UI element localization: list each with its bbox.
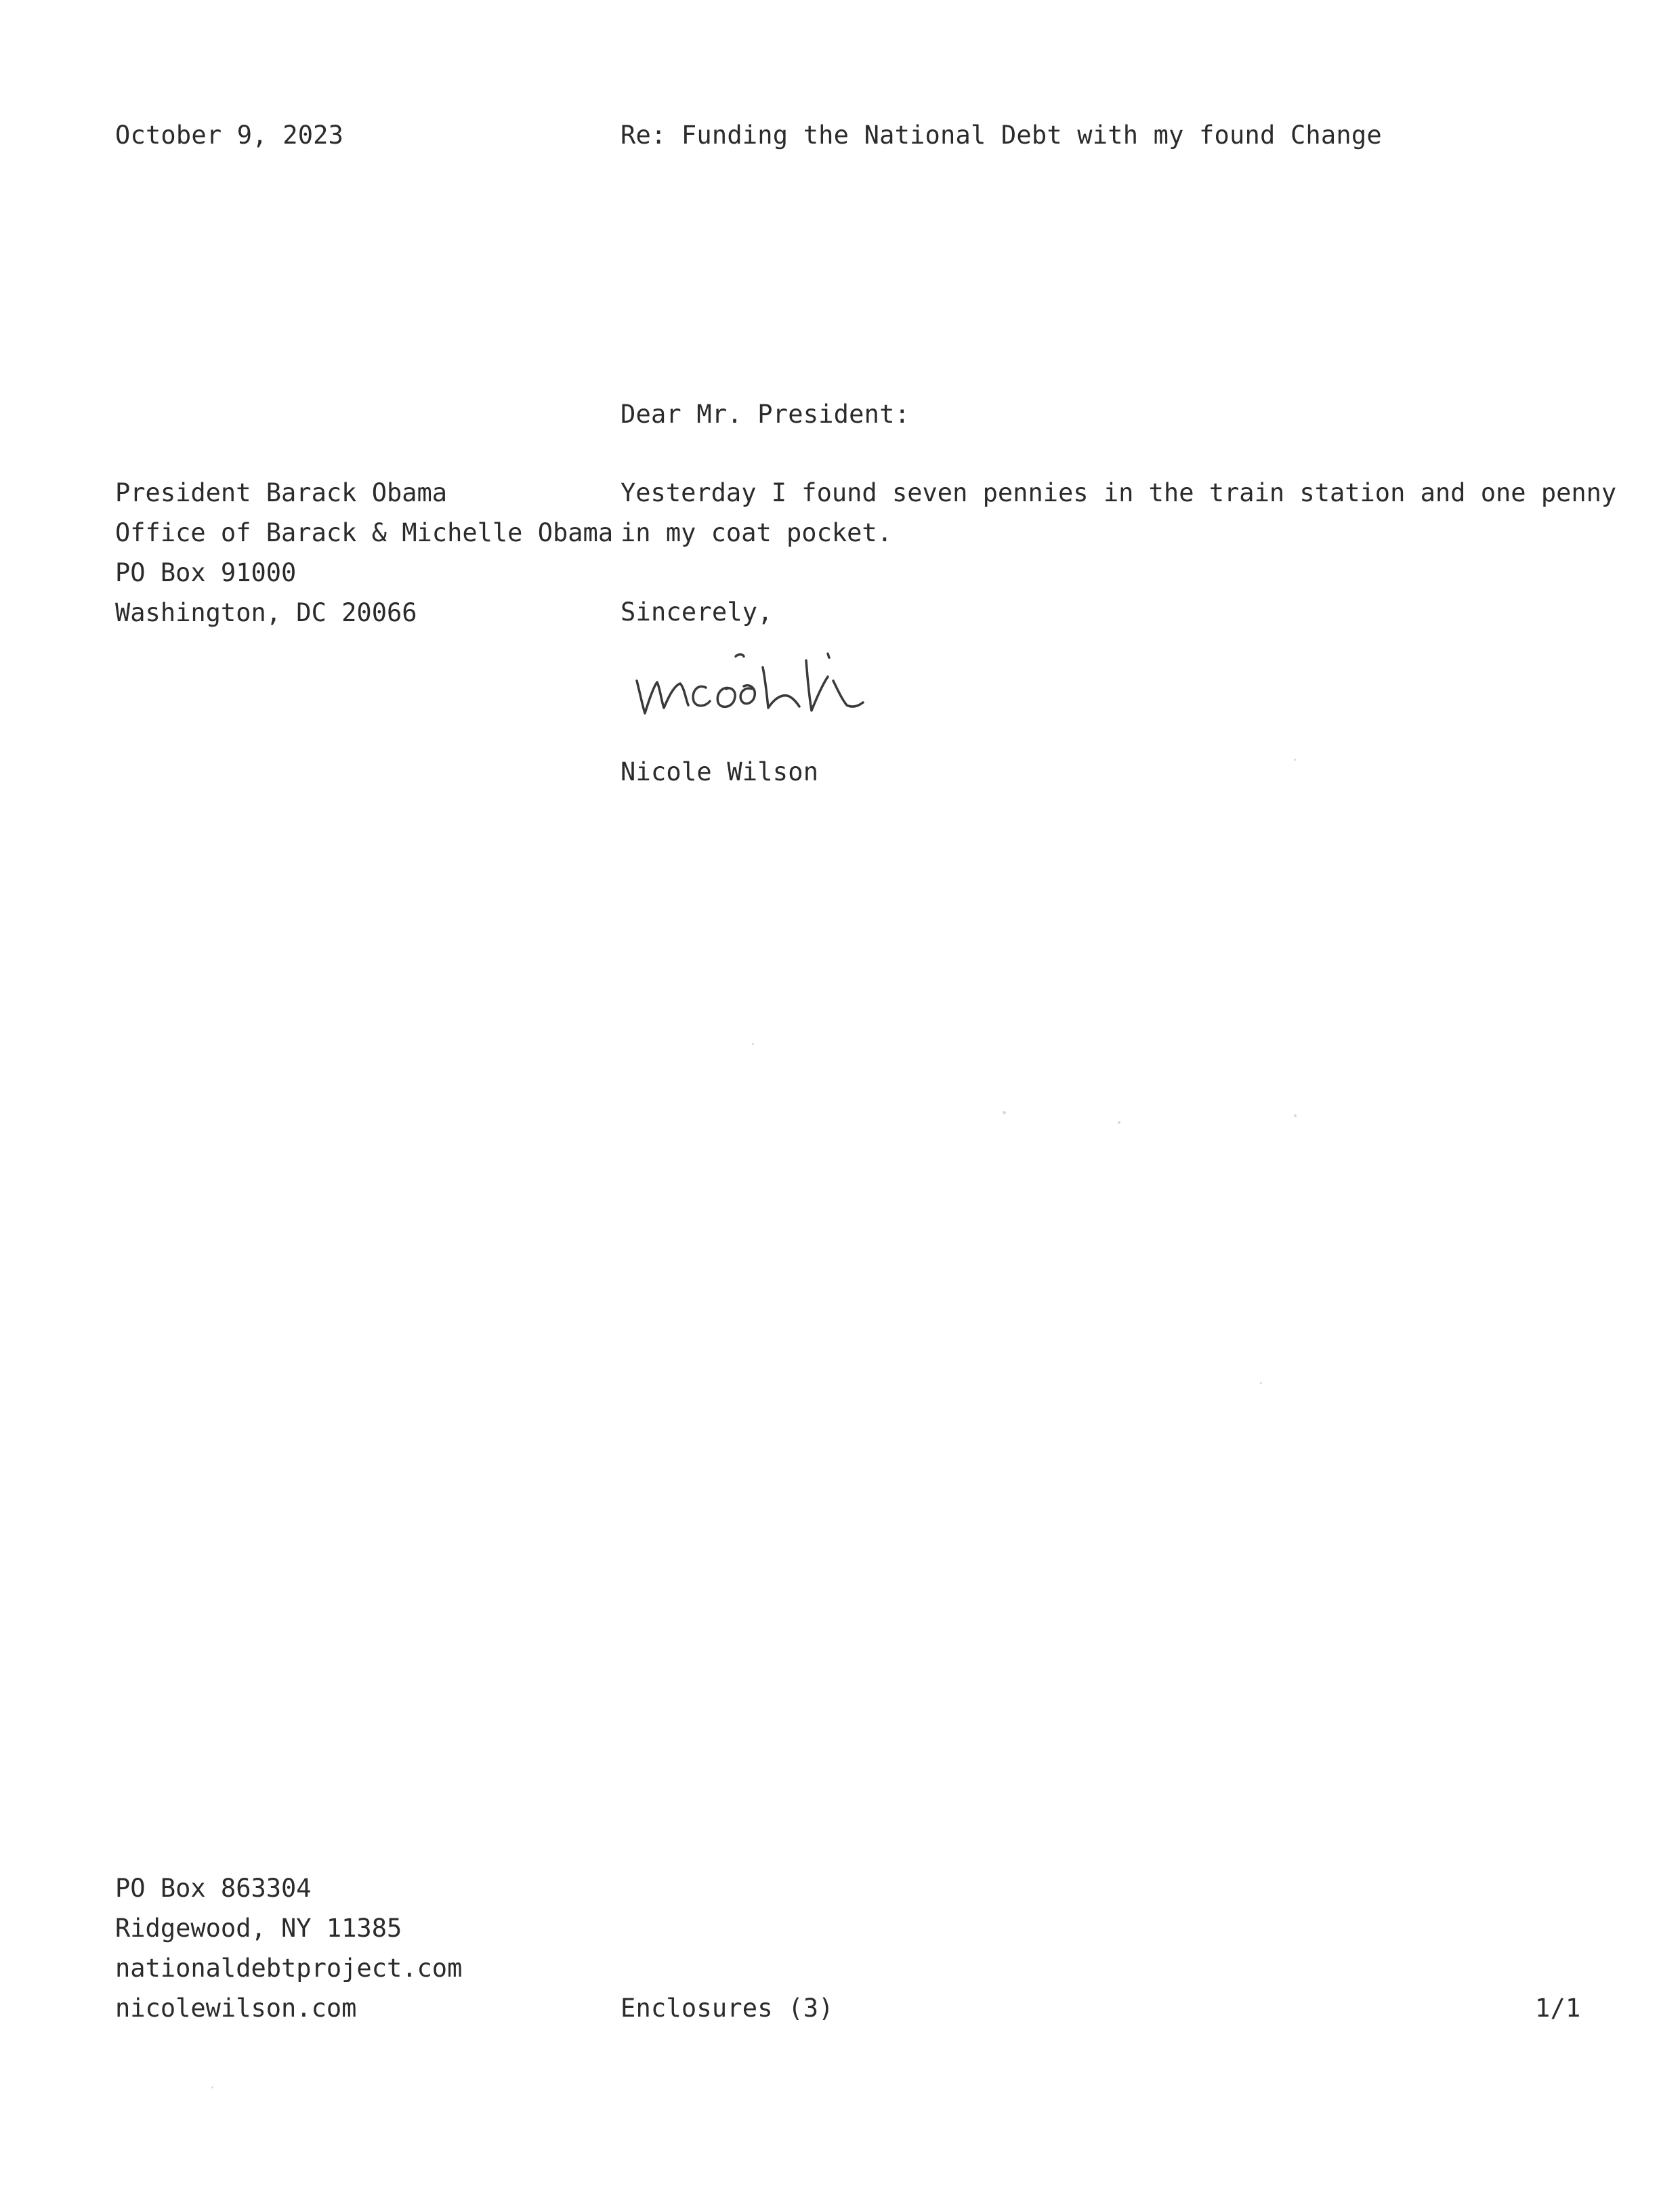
scan-speck [211,2086,213,2088]
letter-date: October 9, 2023 [115,121,344,150]
scan-speck [1294,759,1296,761]
letter-subject: Re: Funding the National Debt with my found Change [621,121,1382,150]
sender-address-line: PO Box 863304 [115,1874,312,1903]
recipient-line: Washington, DC 20066 [115,598,417,627]
scan-speck [1003,1111,1006,1114]
enclosures-note: Enclosures (3) [621,1994,834,2023]
salutation: Dear Mr. President: [621,400,910,429]
recipient-line: President Barack Obama [115,478,448,507]
body-line: in my coat pocket. [621,518,892,547]
body-line: Yesterday I found seven pennies in the train station and one penny [621,478,1617,507]
sender-address [115,1868,462,2028]
scan-speck [1294,1114,1297,1117]
scan-speck [752,1043,754,1045]
sender-address-line: nationaldebtproject.com [115,1954,463,1983]
sender-name: Nicole Wilson [621,757,819,786]
scan-speck [1118,1121,1120,1124]
handwritten-signature-icon [630,640,969,728]
scan-speck [1260,1382,1262,1384]
letter-body [621,473,1616,553]
recipient-line: PO Box 91000 [115,558,297,587]
recipient-address [115,473,613,633]
page-number: 1/1 [1535,1994,1581,2023]
sender-address-line: nicolewilson.com [115,1994,357,2023]
recipient-line: Office of Barack & Michelle Obama [115,518,614,547]
sender-address-line: Ridgewood, NY 11385 [115,1914,402,1943]
closing: Sincerely, [621,597,773,627]
